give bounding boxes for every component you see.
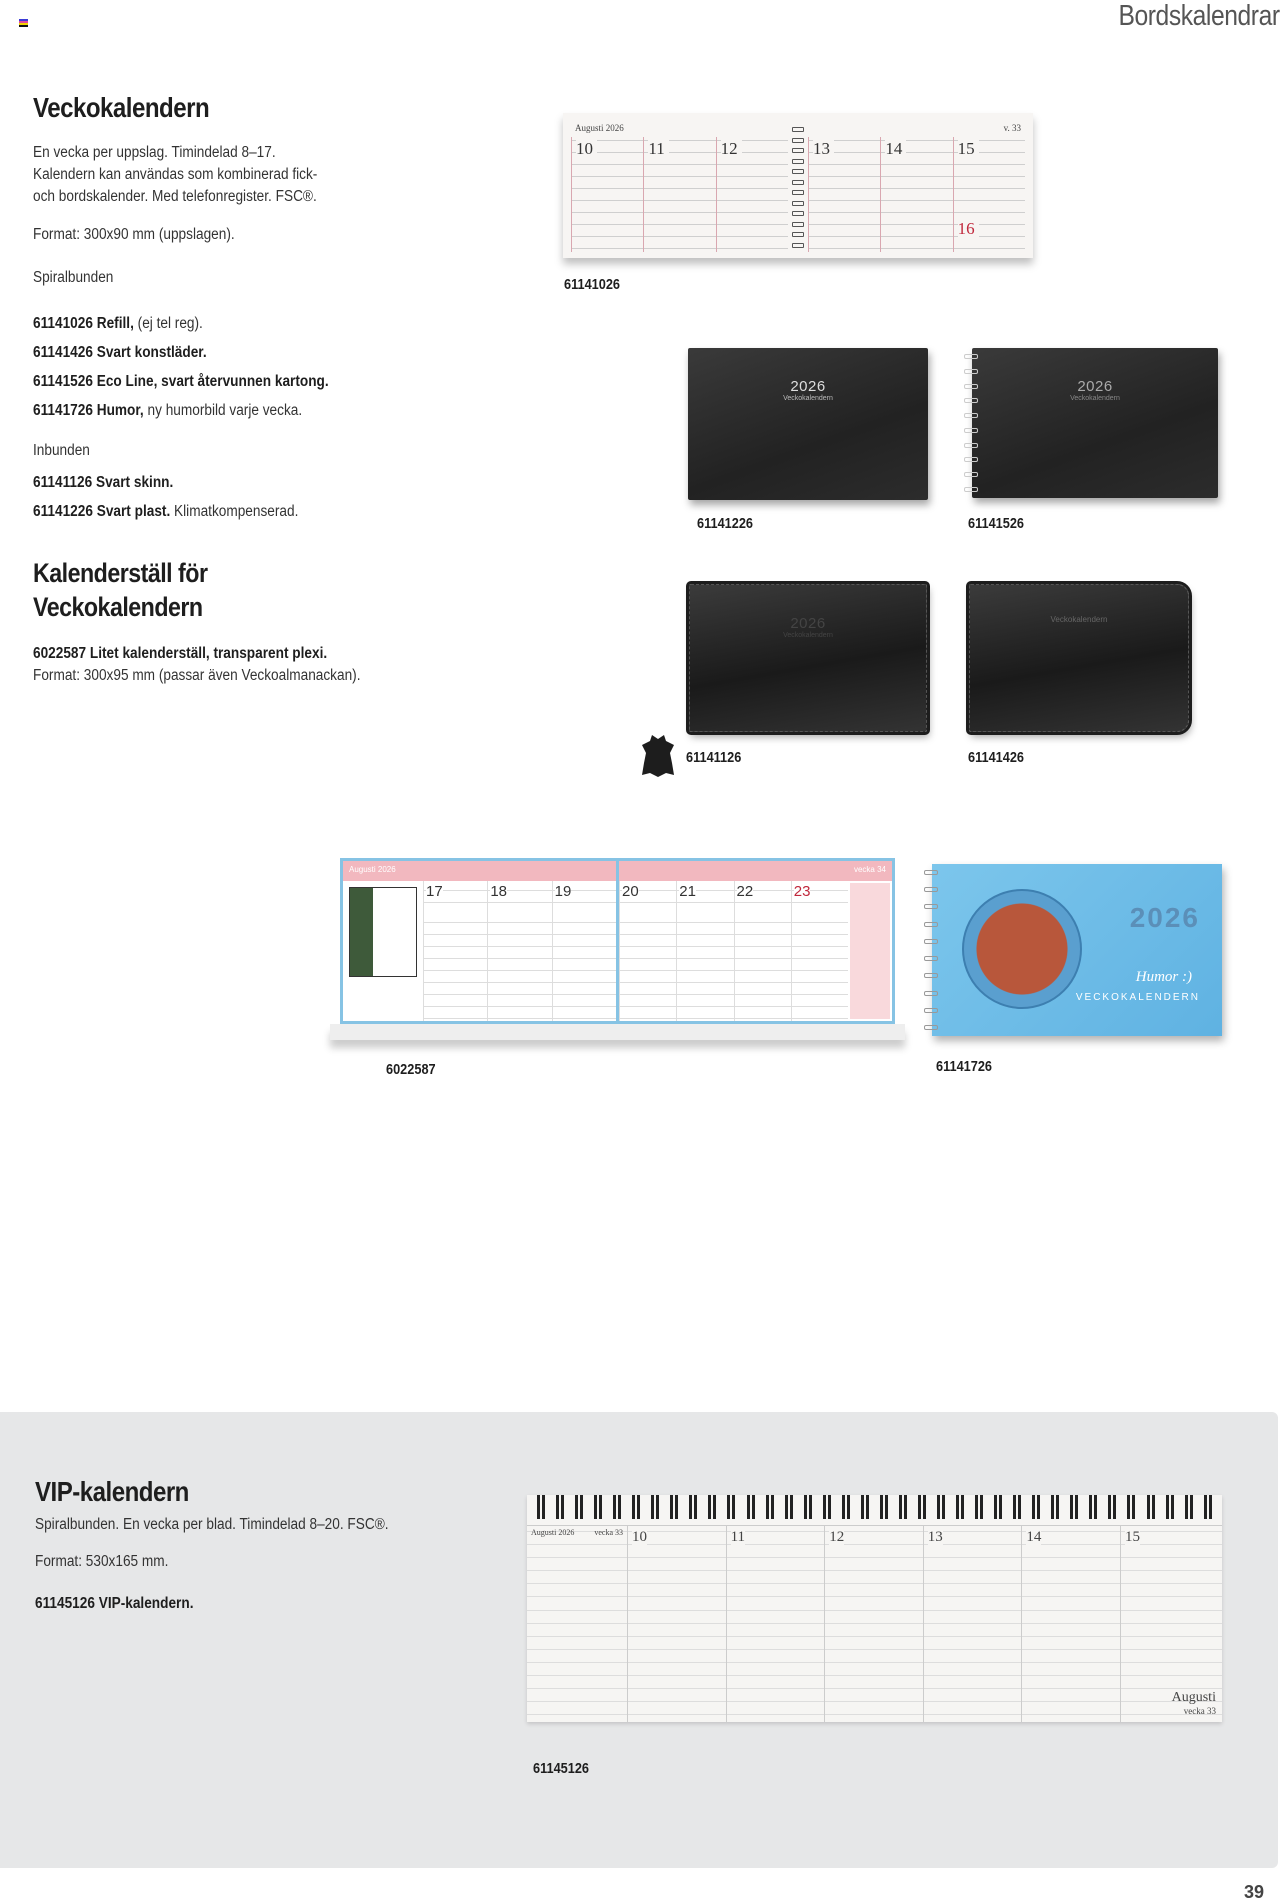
cover-year: 2026 (790, 378, 826, 395)
spiral-items (33, 309, 329, 425)
day-number: 15 (958, 139, 979, 159)
wire-loop (861, 1495, 869, 1519)
wire-loop (651, 1495, 659, 1519)
vip-format: Format: 530x165 mm. (35, 1553, 169, 1570)
wire-loop (708, 1495, 716, 1519)
refill-week: v. 33 (1003, 123, 1021, 133)
day-number: 18 (490, 883, 508, 900)
cover-name: Veckokalendern (783, 632, 833, 639)
wire-loop (1032, 1495, 1040, 1519)
vip-big-month: Augusti vecka 33 (1171, 1690, 1216, 1716)
stand-format: Format: 300x95 mm (passar även Veckoalmanackan). (33, 667, 361, 684)
veckokalendern-format: Format: 300x90 mm (uppslagen). (33, 226, 235, 243)
wire-loop (556, 1495, 564, 1519)
veckokalendern-title: Veckokalendern (33, 92, 210, 123)
stand-label: 6022587 (386, 1061, 436, 1078)
refill-month: Augusti 2026 (575, 123, 624, 133)
cartoon-image (343, 881, 423, 1021)
vip-calendar-image (527, 1495, 1222, 1722)
section-header: Bordskalendrar (1118, 0, 1280, 32)
day-number: 19 (554, 883, 572, 900)
wire-loop (975, 1495, 983, 1519)
genuine-leather-icon (640, 733, 676, 778)
day-number: 14 (1026, 1529, 1042, 1545)
refill-calendar-image (563, 113, 1033, 258)
wire-loop (823, 1495, 831, 1519)
wire-loop (747, 1495, 755, 1519)
vip-month-column (527, 1526, 627, 1722)
wire-loop (1108, 1495, 1116, 1519)
wire-loop (785, 1495, 793, 1519)
wire-binding (537, 1495, 1212, 1523)
day-number: 17 (426, 883, 443, 900)
stand-calendar (340, 858, 895, 1024)
spiral-heading: Spiralbunden (33, 269, 114, 286)
wire-loop (956, 1495, 964, 1519)
cover-name: Veckokalendern (783, 395, 833, 402)
bound-heading: Inbunden (33, 442, 90, 459)
humor-label: 61141726 (936, 1058, 993, 1075)
desc-line: En vecka per uppslag. Timindelad 8–17. (33, 144, 276, 161)
product-line: 61141726 Humor, ny humorbild varje vecka. (33, 402, 303, 419)
wire-loop (1013, 1495, 1021, 1519)
leather-label: 61141126 (686, 749, 742, 766)
refill-label: 61141026 (564, 276, 621, 293)
desc-line: Kalendern kan användas som kombinerad fick- (33, 166, 318, 183)
cover-name: VECKOKALENDERN (1075, 992, 1200, 1003)
day-number: 14 (885, 139, 906, 159)
day-number-sunday: 23 (793, 883, 811, 900)
vip-description: Spiralbunden. En vecka per blad. Timindelad 8–20. FSC®. (35, 1516, 389, 1533)
wire-loop (632, 1495, 640, 1519)
vip-month: Augusti 2026 (531, 1528, 575, 1537)
eco-label: 61141526 (968, 515, 1025, 532)
wire-loop (537, 1495, 545, 1519)
color-registration-mark (19, 19, 28, 27)
stand-week: vecka 34 (853, 865, 886, 874)
veckokalendern-description (33, 142, 317, 208)
stand-item: 6022587 Litet kalenderställ, transparent plexi. (33, 645, 328, 662)
day-number: 12 (721, 139, 742, 159)
faux-leather-label: 61141426 (968, 749, 1025, 766)
calendar-stand-image (330, 848, 905, 1040)
wire-loop (899, 1495, 907, 1519)
spiral-rings (924, 870, 938, 1030)
humor-illustration (962, 889, 1082, 1009)
refill-left-page (571, 123, 788, 252)
wire-loop (575, 1495, 583, 1519)
wire-loop (594, 1495, 602, 1519)
cover-year: 2026 (1129, 902, 1200, 933)
refill-right-page (808, 123, 1025, 252)
vip-item: 61145126 VIP-kalendern. (35, 1595, 194, 1612)
day-number: 10 (576, 139, 597, 159)
day-number: 22 (736, 883, 754, 900)
cover-humor: Humor :) (1135, 969, 1192, 985)
vip-label: 61145126 (533, 1760, 590, 1777)
day-number: 11 (648, 139, 668, 159)
wire-loop (918, 1495, 926, 1519)
humor-cover-image (932, 864, 1222, 1036)
cover-name: Veckokalendern (1070, 395, 1120, 402)
wire-loop (1204, 1495, 1212, 1519)
wire-loop (937, 1495, 945, 1519)
faux-leather-cover-image (969, 584, 1189, 732)
wire-loop (689, 1495, 697, 1519)
product-line: 61141526 Eco Line, svart återvunnen kartong. (33, 373, 329, 390)
day-number: 13 (927, 1529, 943, 1545)
vip-week: vecka 33 (594, 1528, 623, 1537)
vip-title: VIP-kalendern (35, 1476, 189, 1507)
wire-loop (804, 1495, 812, 1519)
wire-loop (1166, 1495, 1174, 1519)
plastic-cover-image (688, 348, 928, 500)
day-number-sunday: 16 (958, 219, 979, 239)
stand-month: Augusti 2026 (349, 865, 396, 874)
wire-loop (613, 1495, 621, 1519)
product-line: 61141126 Svart skinn. (33, 474, 174, 491)
wire-loop (994, 1495, 1002, 1519)
leather-cover-image (689, 584, 927, 732)
spiral-binding (788, 123, 808, 252)
plastic-label: 61141226 (697, 515, 754, 532)
wire-loop (1147, 1495, 1155, 1519)
day-number: 21 (679, 883, 696, 900)
desc-line: och bordskalender. Med telefonregister. FSC®. (33, 188, 317, 205)
day-number: 13 (813, 139, 834, 159)
page-number: 39 (1243, 1882, 1264, 1902)
day-number: 12 (829, 1529, 845, 1545)
wire-loop (1070, 1495, 1078, 1519)
spiral-rings (964, 354, 978, 492)
product-line: 61141226 Svart plast. Klimatkompenserad. (33, 503, 299, 520)
wire-loop (1185, 1495, 1193, 1519)
wire-loop (880, 1495, 888, 1519)
wire-loop (670, 1495, 678, 1519)
stand-right-page (619, 861, 892, 1021)
day-number: 15 (1124, 1529, 1140, 1545)
wire-loop (1127, 1495, 1135, 1519)
wire-loop (766, 1495, 774, 1519)
cover-year: 2026 (790, 615, 826, 632)
bound-items (33, 468, 298, 526)
stand-base (330, 1024, 905, 1040)
wire-loop (1089, 1495, 1097, 1519)
day-number: 11 (730, 1529, 746, 1545)
product-line: 61141026 Refill, (ej tel reg). (33, 315, 203, 332)
wire-loop (1051, 1495, 1059, 1519)
eco-cover-image (972, 348, 1218, 498)
day-number: 20 (622, 883, 639, 900)
wire-loop (727, 1495, 735, 1519)
wire-loop (842, 1495, 850, 1519)
stand-left-page (343, 861, 616, 1021)
cover-name: Veckokalendern (1050, 615, 1108, 624)
stand-title: Kalenderställ för Veckokalendern (33, 558, 208, 622)
day-number: 10 (632, 1529, 647, 1545)
cover-year: 2026 (1077, 378, 1113, 395)
product-line: 61141426 Svart konstläder. (33, 344, 207, 361)
